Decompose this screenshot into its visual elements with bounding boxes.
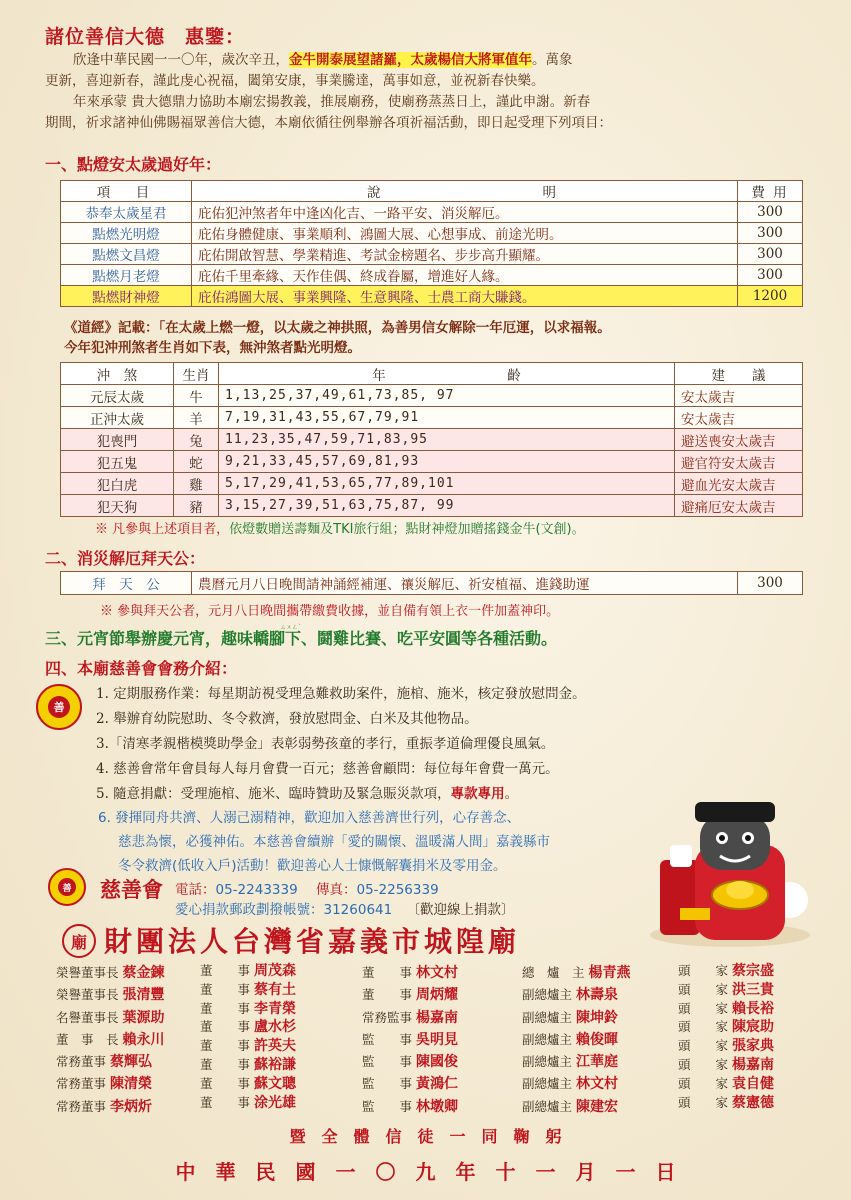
lamp-table-header (61, 181, 803, 202)
board-member: 頭 家 袁自健 (678, 1075, 774, 1092)
board-member: 董 事 周炳耀 (362, 987, 458, 1004)
zodiac-header-advice: 建 議 (675, 363, 803, 385)
zodiac-kind: 正沖太歲 (61, 407, 174, 429)
lamp-desc: 庇佑犯沖煞者年中逢凶化吉、一路平安、消災解厄。 (192, 202, 738, 223)
service-item-6-line: 冬令救濟(低收入戶)活動！歡迎善心人士慷慨解囊捐米及零用金。 (118, 858, 507, 874)
board-member: 副總爐主 江華庭 (522, 1054, 618, 1071)
lamp-header-item: 項 目 (61, 181, 192, 202)
daojing-quote (64, 318, 844, 358)
service-item-6 (98, 806, 550, 878)
section2-title: 二、消災解厄拜天公： (45, 549, 206, 568)
daojing-line-2: 今年犯沖刑煞者生肖如下表，無沖煞者點光明燈。 (64, 340, 361, 356)
section3-ruby: ㄙㄨㄥˋ (280, 624, 302, 631)
zodiac-row (61, 495, 803, 517)
charity-services (96, 682, 586, 807)
lamp-table (60, 180, 803, 307)
zodiac-advice: 避官符安太歲吉 (675, 451, 803, 473)
zodiac-ages: 5,17,29,41,53,65,77,89,101 (219, 473, 675, 495)
board-member: 董 事 涂光雄 (200, 1094, 296, 1111)
tiangong-item: 拜 天 公 (61, 572, 192, 595)
temple-emblem-char: 廟 (70, 932, 87, 952)
lamp-header-desc: 說 明 (192, 181, 738, 202)
lamp-item: 恭奉太歲星君 (61, 202, 192, 223)
charity-logo-small (48, 868, 86, 906)
section4-title: 四、本廟慈善會會務介紹： (45, 659, 238, 678)
lamp-fee: 300 (738, 223, 803, 244)
board-member: 董 事 長 賴永川 (56, 1031, 165, 1048)
lamp-desc: 庇佑開啟智慧、學業精進、考試金榜題名、步步高升顯耀。 (192, 244, 738, 265)
zodiac-row (61, 451, 803, 473)
board-member: 頭 家 陳宸助 (678, 1019, 774, 1036)
zodiac-animal: 蛇 (174, 451, 219, 473)
board-member: 名譽董事長 葉源助 (56, 1009, 165, 1026)
service-item: 2. 舉辦育幼院慰助、冬令救濟，發放慰問金、白米及其他物品。 (96, 711, 478, 727)
zodiac-ages: 9,21,33,45,57,69,81,93 (219, 451, 675, 473)
zodiac-row (61, 473, 803, 495)
contact-phone-line (175, 878, 439, 898)
zodiac-animal: 豬 (174, 495, 219, 517)
board-member: 監 事 陳國俊 (362, 1054, 458, 1071)
lamp-fee: 300 (738, 244, 803, 265)
charity-logo (36, 684, 82, 730)
service-item-5-end: 。 (504, 786, 519, 802)
intro-paragraph (45, 50, 815, 134)
board-member: 副總爐主 陳坤鈴 (522, 1009, 618, 1026)
postal-line (175, 898, 515, 918)
greeting: 諸位善信大德 惠鑒： (45, 26, 246, 48)
lamp-row (61, 202, 803, 223)
section1-title: 一、點燈安太歲過好年： (45, 155, 222, 174)
zodiac-row (61, 407, 803, 429)
zodiac-header-zodiac: 生肖 (174, 363, 219, 385)
service-item-5 (96, 782, 586, 807)
phone-number: 05-2243339 (215, 882, 298, 898)
board-member: 頭 家 蔡宗盛 (678, 963, 774, 979)
board-member: 常務董事 蔡輝弘 (56, 1054, 152, 1071)
lamp-row-highlighted (61, 286, 803, 307)
section1-note (95, 518, 585, 537)
zodiac-table-header (61, 363, 803, 385)
board-member: 董 事 許英夫 (200, 1038, 296, 1055)
intro-text-3: 更新，喜迎新春，謹此虔心祝福，闔第安康，事業騰達，萬事如意，並祝新春快樂。 (45, 73, 545, 89)
board-member: 榮譽董事長 張清豐 (56, 987, 165, 1004)
lamp-desc: 庇佑鴻圖大展、事業興隆、生意興隆、士農工商大賺錢。 (192, 286, 738, 307)
board-column-2 (200, 962, 296, 1112)
tiangong-row (61, 572, 803, 595)
board-member: 副總爐主 賴俊暉 (522, 1031, 618, 1048)
closing-line: 暨 全 體 信 徒 一 同 鞠 躬 (289, 1127, 562, 1146)
fax-number: 05-2256339 (356, 882, 439, 898)
lamp-item: 點燃月老燈 (61, 265, 192, 286)
zodiac-row (61, 429, 803, 451)
board-member: 常務董事 陳清榮 (56, 1076, 152, 1093)
zodiac-advice: 安太歲吉 (675, 385, 803, 407)
lamp-row (61, 223, 803, 244)
daojing-line-1: 《道經》記載：「在太歲上燃一燈，以太歲之神拱照，為善男信女解除一年厄運，以求福報。 (64, 320, 611, 336)
temple-name: 財團法人台灣省嘉義市城隍廟 (104, 925, 521, 958)
board-member: 董 事 蘇裕謙 (200, 1056, 296, 1073)
board-member: 常務董事 李炳炘 (56, 1098, 152, 1115)
lamp-item: 點燃財神燈 (61, 286, 192, 307)
zodiac-ages: 7,19,31,43,55,67,79,91 (219, 407, 675, 429)
online-donation: 〔歡迎線上捐款〕 (406, 902, 515, 918)
charity-logo-small-char: 善 (58, 878, 76, 896)
zodiac-row (61, 385, 803, 407)
zodiac-table (60, 362, 803, 517)
charity-logo-char: 善 (48, 696, 70, 718)
board-column-1 (56, 962, 165, 1118)
board-member: 監 事 吳明見 (362, 1031, 458, 1048)
section1-note-gift: 依燈數贈送壽麵及TKI旅行組；點財神燈加贈搖錢金牛(文創)。 (229, 522, 585, 537)
board-member: 頭 家 楊嘉南 (678, 1056, 774, 1073)
intro-text-4: 年來承蒙 貴大德鼎力協助本廟宏揚教義，推展廟務，使廟務蒸蒸日上，謹此申謝。新春 (73, 94, 591, 110)
zodiac-ages: 3,15,27,39,51,63,75,87, 99 (219, 495, 675, 517)
board-member: 副總爐主 陳建宏 (522, 1098, 618, 1115)
lamp-row (61, 244, 803, 265)
tiangong-desc: 農曆元月八日晚間請神誦經補運、禳災解厄、祈安植福、進錢助運 (192, 572, 738, 595)
lamp-item: 點燃光明燈 (61, 223, 192, 244)
lamp-desc: 庇佑千里牽緣、天作佳偶、終成眷屬，增進好人緣。 (192, 265, 738, 286)
service-item-5-text: 5. 隨意捐獻：受理施棺、施米、臨時贊助及緊急賑災款項， (96, 786, 451, 802)
issue-date: 中 華 民 國 一 〇 九 年 十 一 月 一 日 (175, 1160, 676, 1184)
zodiac-kind: 元辰太歲 (61, 385, 174, 407)
zodiac-header-ages: 年 齡 (219, 363, 675, 385)
zodiac-ages: 11,23,35,47,59,71,83,95 (219, 429, 675, 451)
intro-text-2: 。萬象 (532, 52, 573, 68)
board-member: 頭 家 洪三貴 (678, 981, 774, 998)
section2-note: ※ 參與拜天公者，元月八日晚間攜帶繳費收據，並自備有領上衣一件加蓋神印。 (100, 604, 560, 619)
zodiac-advice: 避送喪安太歲吉 (675, 429, 803, 451)
service-item-6-line: 慈悲為懷，必獲神佑。本慈善會續辦「愛的關懷、溫暖滿人間」嘉義縣市 (118, 834, 550, 850)
board-member: 頭 家 賴長裕 (678, 1000, 774, 1017)
lamp-fee: 300 (738, 265, 803, 286)
lamp-desc: 庇佑身體健康、事業順利、鴻圖大展、心想事成、前途光明。 (192, 223, 738, 244)
zodiac-advice: 避痛厄安太歲吉 (675, 495, 803, 517)
service-item: 3.「清寒孝親楷模獎助學金」表彰弱勢孩童的孝行，重振孝道倫理優良風氣。 (96, 736, 555, 752)
zodiac-ages: 1,13,25,37,49,61,73,85, 97 (219, 385, 675, 407)
tiangong-table (60, 571, 803, 595)
board-member: 副總爐主 林壽泉 (522, 987, 618, 1004)
board-member: 監 事 林墩卿 (362, 1098, 458, 1115)
board-member: 頭 家 張家典 (678, 1038, 774, 1055)
god-of-wealth-illustration (640, 790, 820, 950)
board-member: 監 事 黃鴻仁 (362, 1076, 458, 1093)
tiangong-fee: 300 (738, 572, 803, 595)
board-member: 副總爐主 林文村 (522, 1076, 618, 1093)
lamp-item: 點燃文昌燈 (61, 244, 192, 265)
zodiac-kind: 犯天狗 (61, 495, 174, 517)
board-member: 董 事 蘇文聰 (200, 1075, 296, 1092)
board-member: 董 事 林文村 (362, 965, 458, 981)
intro-highlight: 金牛開泰展望諸羅，太歲楊信大將軍值年 (289, 52, 532, 68)
service-item: 1. 定期服務作業：每星期訪視受理急難救助案件，施棺、施米，核定發放慰問金。 (96, 686, 586, 702)
lamp-fee: 300 (738, 202, 803, 223)
intro-text-5: 期間，祈求諸神仙佛賜福眾善信大德，本廟依循往例舉辦各項祈福活動，即日起受理下列項目： (45, 115, 612, 131)
board-member: 董 事 李青榮 (200, 1000, 296, 1017)
phone-label: 電話： (175, 882, 216, 898)
section3-title: 三、元宵節舉辦慶元宵，趣味轎腳下、鬪雞比賽、吃平安圓等各種活動。 (45, 629, 558, 648)
board-member: 常務監事 楊嘉南 (362, 1009, 458, 1026)
service-item-5-emphasis: 專款專用 (450, 786, 505, 802)
zodiac-animal: 兔 (174, 429, 219, 451)
board-member: 董 事 蔡有土 (200, 981, 296, 998)
zodiac-kind: 犯五鬼 (61, 451, 174, 473)
zodiac-header-kind: 沖 煞 (61, 363, 174, 385)
zodiac-animal: 雞 (174, 473, 219, 495)
zodiac-kind: 犯喪門 (61, 429, 174, 451)
zodiac-advice: 避血光安太歲吉 (675, 473, 803, 495)
lamp-fee: 1200 (738, 286, 803, 307)
board-column-3 (362, 962, 458, 1118)
board-member: 總 爐 主 楊青燕 (522, 965, 631, 981)
zodiac-animal: 羊 (174, 407, 219, 429)
lamp-header-fee: 費 用 (738, 181, 803, 202)
postal-label: 愛心捐款郵政劃撥帳號： (175, 902, 324, 918)
postal-account: 31260641 (323, 902, 393, 918)
service-item-6-line: 6. 發揮同舟共濟、人溺己溺精神，歡迎加入慈善濟世行列，心存善念、 (98, 810, 521, 826)
section1-note-prefix: ※ 凡參與上述項目者， (95, 522, 230, 537)
zodiac-advice: 安太歲吉 (675, 407, 803, 429)
board-column-5 (678, 962, 774, 1112)
charity-name: 慈善會 (100, 878, 163, 902)
board-member: 董 事 周茂森 (200, 963, 296, 979)
intro-text-1: 欣逢中華民國一一〇年，歲次辛丑， (73, 52, 289, 68)
temple-emblem (62, 924, 96, 958)
lamp-row (61, 265, 803, 286)
zodiac-animal: 牛 (174, 385, 219, 407)
zodiac-kind: 犯白虎 (61, 473, 174, 495)
board-column-4 (522, 962, 631, 1118)
board-member: 榮譽董事長 蔡金鍊 (56, 965, 165, 981)
board-member: 董 事 盧水杉 (200, 1019, 296, 1036)
service-item: 4. 慈善會常年會員每人每月會費一百元；慈善會顧問：每位每年會費一萬元。 (96, 761, 559, 777)
fax-label: 傳真： (315, 882, 357, 898)
board-member: 頭 家 蔡憲德 (678, 1094, 774, 1111)
